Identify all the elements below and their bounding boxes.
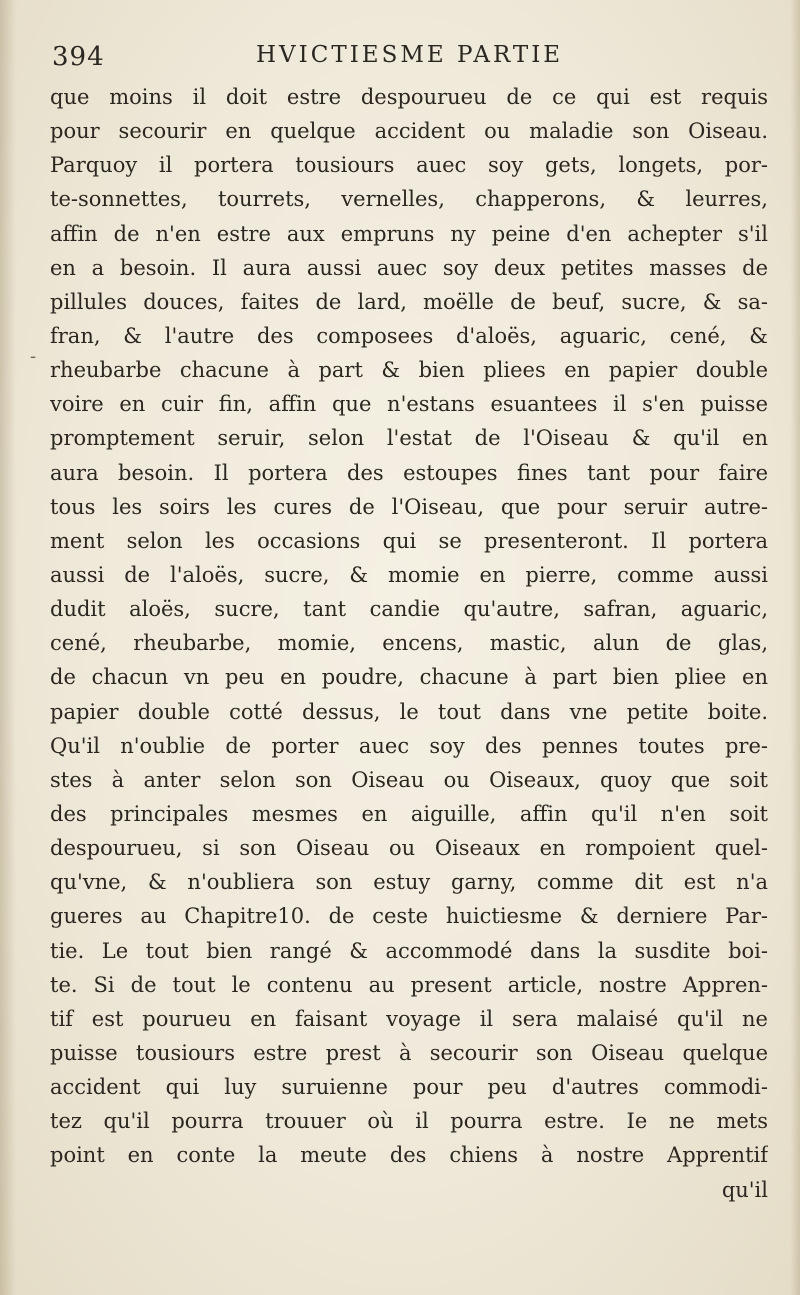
running-head: HVICTIESME PARTIE bbox=[256, 42, 564, 68]
text-line: te. Si de tout le contenu au present article, nostre Appren- bbox=[50, 972, 768, 997]
text-line: puisse tousiours estre prest à secourir son Oiseau quelque bbox=[50, 1040, 768, 1065]
text-line: despourueu, si son Oiseau ou Oiseaux en rompoient quel- bbox=[50, 836, 768, 861]
text-line: pour secourir en quelque accident ou maladie son Oiseau. bbox=[50, 119, 768, 144]
text-body bbox=[50, 80, 768, 1207]
text-line: en a besoin. Il aura aussi auec soy deux petites masses de bbox=[50, 255, 768, 280]
page-number: 394 bbox=[52, 42, 105, 72]
text-line: rheubarbe chacune à part & bien pliees en papier double bbox=[50, 358, 768, 383]
text-line: affin de n'en estre aux empruns ny peine d'en achepter s'il bbox=[50, 221, 768, 246]
text-line: des principales mesmes en aiguille, affin qu'il n'en soit bbox=[50, 801, 768, 826]
text-line: papier double cotté dessus, le tout dans vne petite boite. bbox=[50, 699, 768, 724]
text-line: aussi de l'aloës, sucre, & momie en pierre, comme aussi bbox=[50, 562, 768, 587]
text-line: qu'il bbox=[721, 1177, 768, 1202]
text-line: dudit aloës, sucre, tant candie qu'autre, safran, aguaric, bbox=[50, 597, 768, 622]
text-line: aura besoin. Il portera des estoupes fines tant pour faire bbox=[50, 460, 768, 485]
text-line: ment selon les occasions qui se presenteront. Il portera bbox=[50, 528, 768, 553]
text-line: stes à anter selon son Oiseau ou Oiseaux, quoy que soit bbox=[50, 767, 768, 792]
text-line: promptement seruir, selon l'estat de l'Oiseau & qu'il en bbox=[50, 426, 768, 451]
text-line: tif est pourueu en faisant voyage il sera malaisé qu'il ne bbox=[50, 1006, 768, 1031]
text-line: accident qui luy suruienne pour peu d'autres commodi- bbox=[50, 1075, 768, 1100]
text-line: qu'vne, & n'oubliera son estuy garny, comme dit est n'a bbox=[50, 870, 768, 895]
text-line: gueres au Chapitre10. de ceste huictiesme & derniere Par- bbox=[50, 904, 768, 929]
text-line: tous les soirs les cures de l'Oiseau, que pour seruir autre- bbox=[50, 494, 768, 519]
text-line: te-sonnettes, tourrets, vernelles, chapperons, & leurres, bbox=[50, 187, 768, 212]
text-line: Parquoy il portera tousiours auec soy gets, longets, por- bbox=[50, 153, 768, 178]
text-line: fran, & l'autre des composees d'aloës, aguaric, cené, & bbox=[50, 323, 768, 348]
page-header bbox=[52, 30, 772, 80]
text-line: que moins il doit estre despourueu de ce qui est requis bbox=[50, 85, 768, 109]
margin-mark: - bbox=[30, 346, 37, 367]
text-line: de chacun vn peu en poudre, chacune à part bien pliee en bbox=[50, 665, 768, 690]
text-line: point en conte la meute des chiens à nostre Apprentif bbox=[50, 1143, 768, 1168]
text-line: Qu'il n'oublie de porter auec soy des pennes toutes pre- bbox=[50, 733, 768, 758]
text-line: voire en cuir fin, affin que n'estans esuantees il s'en puisse bbox=[50, 392, 768, 417]
text-line: pillules douces, faites de lard, moëlle de beuf, sucre, & sa- bbox=[50, 289, 768, 314]
page-edge-shadow-right bbox=[790, 0, 800, 1295]
text-line: tie. Le tout bien rangé & accommodé dans la susdite boi- bbox=[50, 938, 768, 963]
text-line: cené, rheubarbe, momie, encens, mastic, alun de glas, bbox=[50, 631, 768, 656]
page-edge-shadow-left bbox=[0, 0, 16, 1295]
text-line: tez qu'il pourra trouuer où il pourra estre. Ie ne mets bbox=[50, 1109, 768, 1134]
